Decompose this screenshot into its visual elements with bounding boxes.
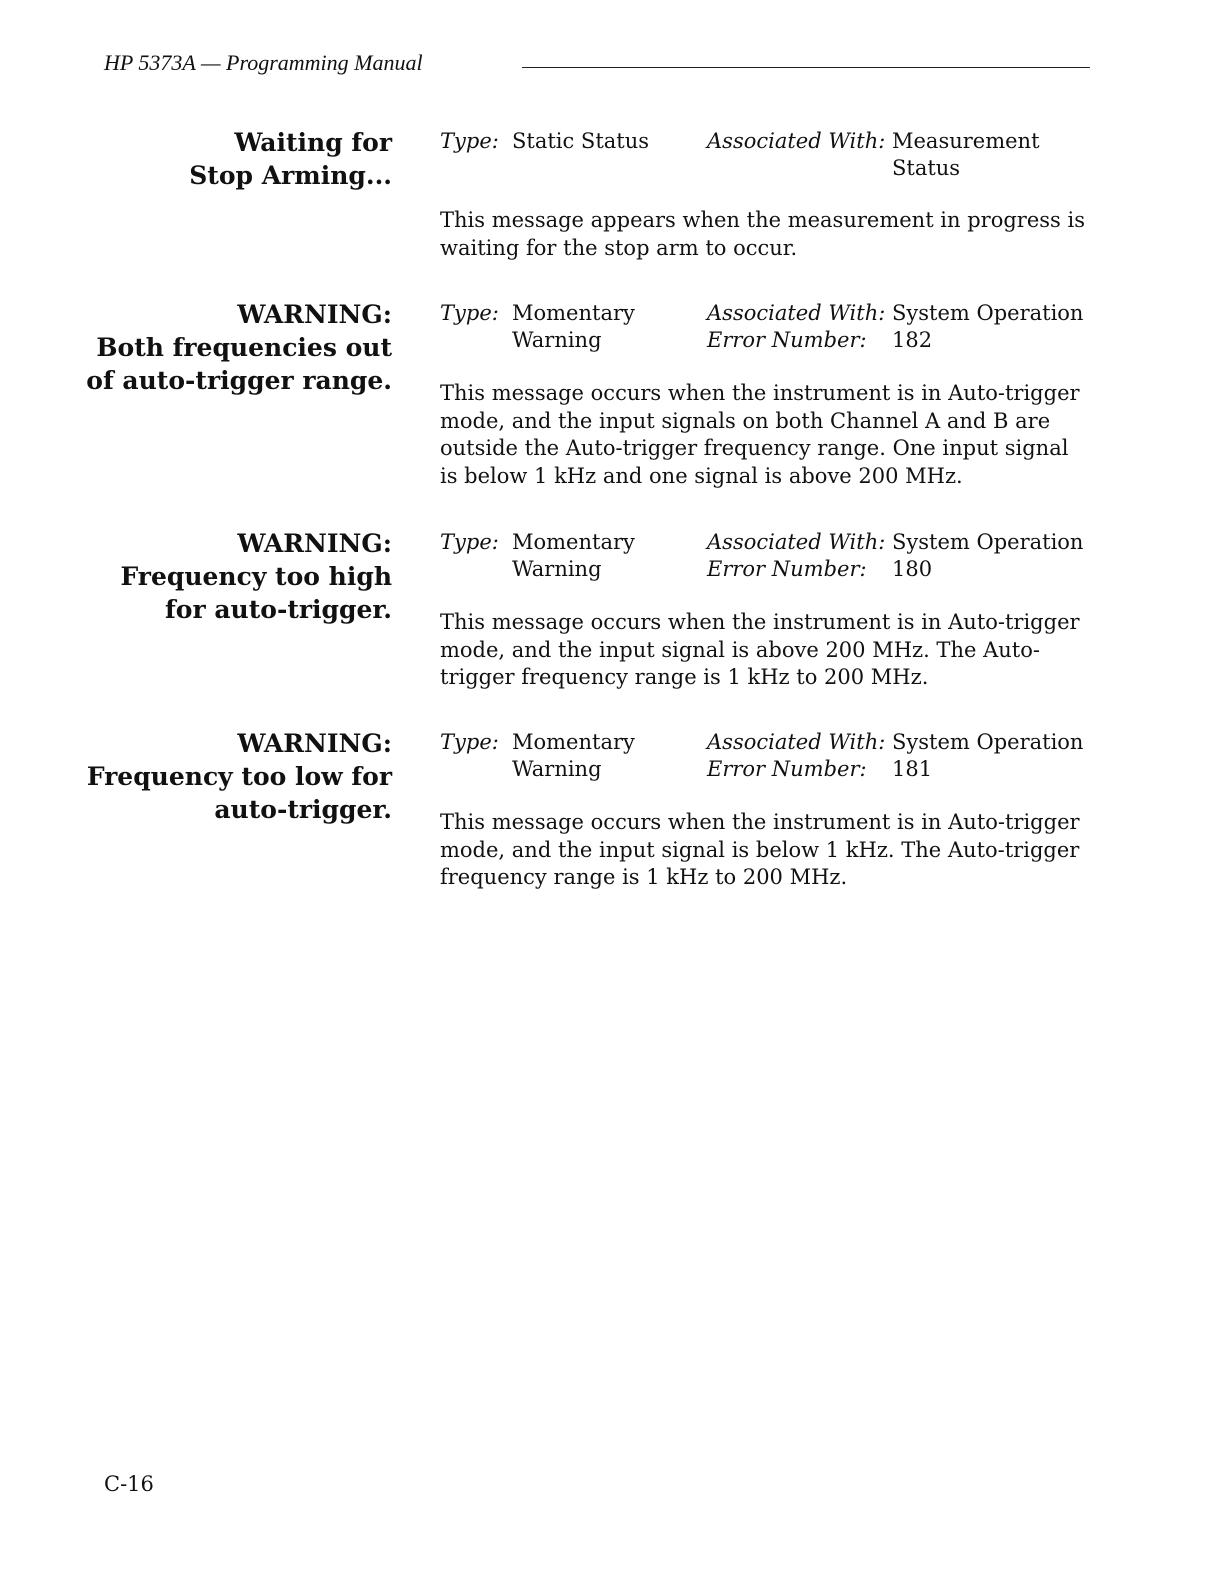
title-line: Both frequencies out <box>96 333 392 362</box>
type-label: Type: <box>440 730 499 754</box>
message-title <box>72 298 392 397</box>
title-line: auto-trigger. <box>214 795 392 824</box>
associated-label: Associated With: <box>707 129 886 153</box>
title-line: Frequency too low for <box>86 762 392 791</box>
associated-value: System Operation <box>892 530 1084 554</box>
type-value: Warning <box>512 757 602 781</box>
error-number-value: 182 <box>892 328 933 352</box>
title-line: of auto-trigger range. <box>86 366 392 395</box>
title-line: WARNING: <box>237 529 392 558</box>
message-title <box>72 126 392 192</box>
message-title <box>72 527 392 626</box>
page-number: C-16 <box>104 1472 154 1496</box>
error-number-value: 181 <box>892 757 933 781</box>
associated-value: System Operation <box>892 301 1084 325</box>
message-description: This message occurs when the instrument is in Auto-trigger mode, and the input signals on both Channel A and B are outside the Auto-trigger frequency range. One input signal is below 1 kHz and one signal is above 200 MHz. <box>440 381 1080 488</box>
type-value: Momentary <box>512 730 635 754</box>
type-label: Type: <box>440 530 499 554</box>
running-header: HP 5373A — Programming Manual <box>104 50 423 75</box>
type-value: Warning <box>512 328 602 352</box>
type-value: Momentary <box>512 530 635 554</box>
type-value: Warning <box>512 557 602 581</box>
type-label: Type: <box>440 129 499 153</box>
error-number-value: 180 <box>892 557 933 581</box>
associated-label: Associated With: <box>707 301 886 325</box>
message-description: This message appears when the measurement in progress is waiting for the stop arm to occur. <box>440 208 1085 260</box>
title-line: for auto-trigger. <box>165 595 392 624</box>
title-line: WARNING: <box>237 729 392 758</box>
associated-label: Associated With: <box>707 530 886 554</box>
message-description: This message occurs when the instrument is in Auto-trigger mode, and the input signal is below 1 kHz. The Auto-trigger frequency range is 1 kHz to 200 MHz. <box>440 810 1080 889</box>
associated-value: System Operation <box>892 730 1084 754</box>
message-title <box>72 727 392 826</box>
type-value: Momentary <box>512 301 635 325</box>
title-line: WARNING: <box>237 300 392 329</box>
associated-value: Status <box>892 156 961 180</box>
header-rule <box>522 67 1090 68</box>
title-line: Frequency too high <box>120 562 392 591</box>
error-number-label: Error Number: <box>707 557 867 581</box>
associated-label: Associated With: <box>707 730 886 754</box>
message-description: This message occurs when the instrument is in Auto-trigger mode, and the input signal is above 200 MHz. The Auto-trigger frequency range is 1 kHz to 200 MHz. <box>440 610 1080 689</box>
error-number-label: Error Number: <box>707 757 867 781</box>
type-label: Type: <box>440 301 499 325</box>
associated-value: Measurement <box>892 129 1040 153</box>
type-value: Static Status <box>512 129 650 153</box>
title-line: Waiting for <box>234 128 392 157</box>
title-line: Stop Arming... <box>189 161 392 190</box>
error-number-label: Error Number: <box>707 328 867 352</box>
